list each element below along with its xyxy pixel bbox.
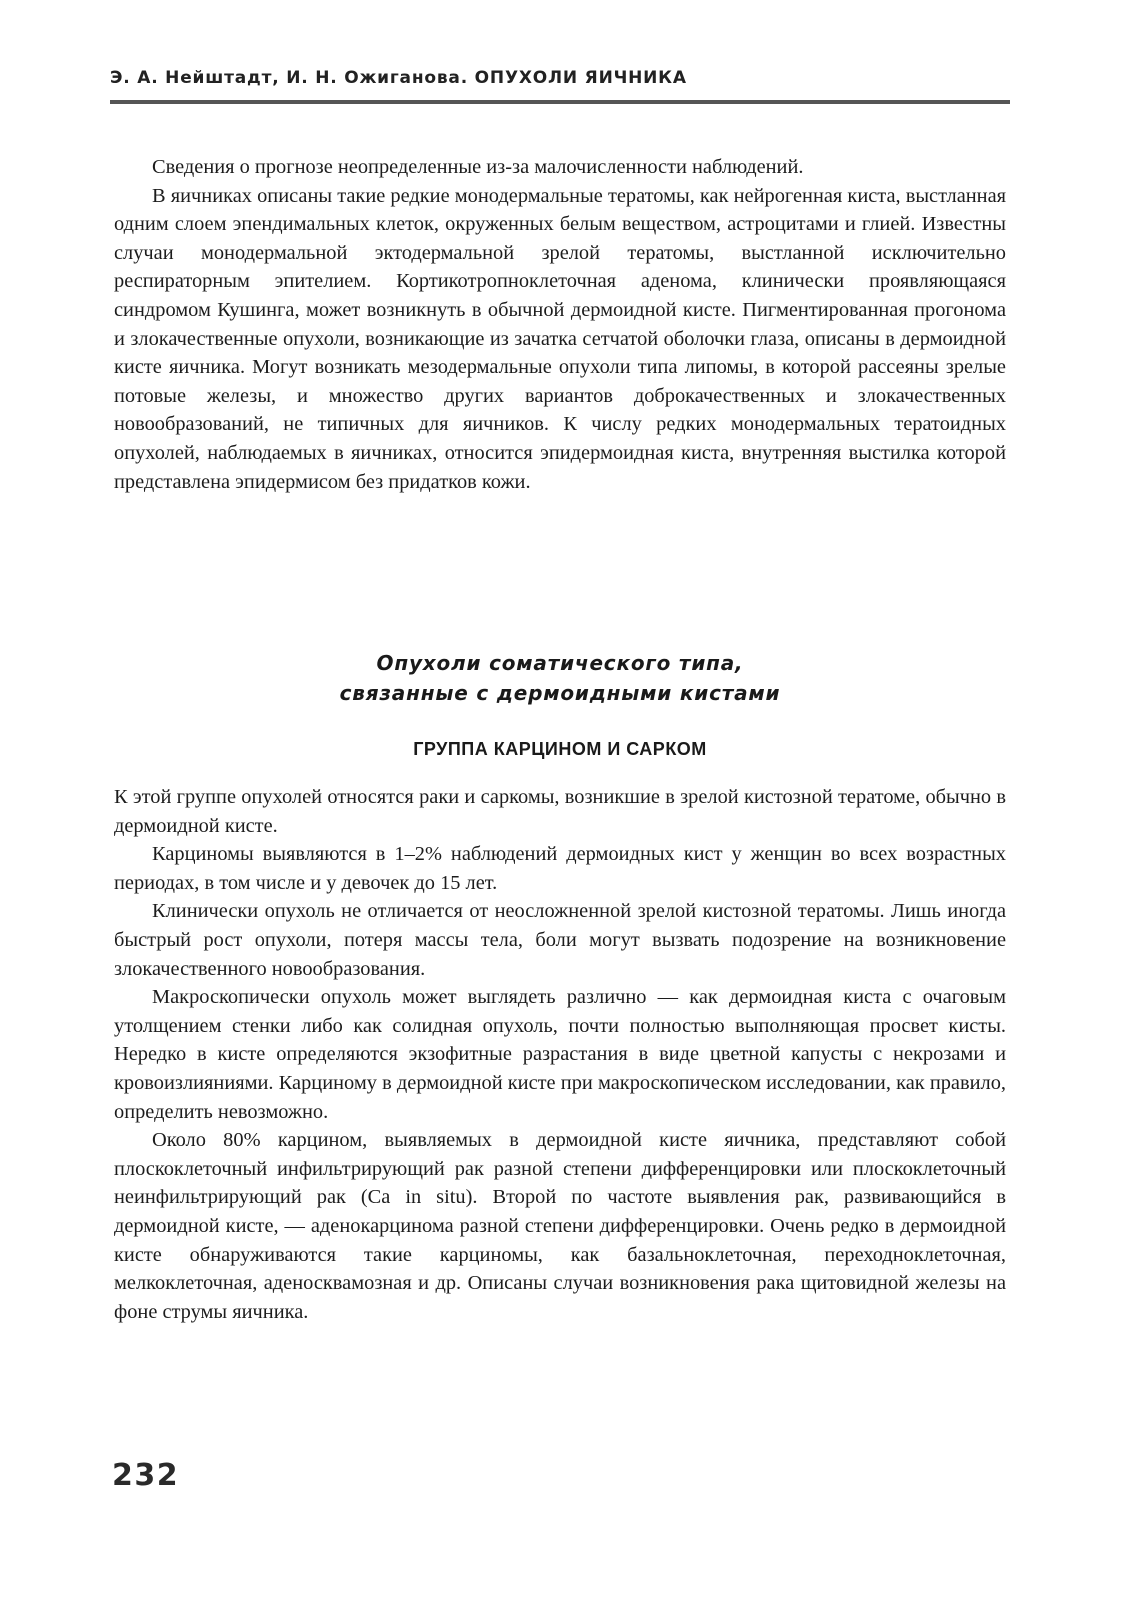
running-head: Э. А. Нейштадт, И. Н. Ожиганова. ОПУХОЛИ ЯИЧНИКА (110, 68, 687, 88)
text-block-carcinomas (114, 783, 1006, 1326)
paragraph: Сведения о прогнозе неопределенные из-за малочисленности наблюдений. (152, 156, 804, 178)
page-number: 232 (112, 1458, 180, 1493)
paragraph: Клинически опухоль не отличается от неосложненной зрелой кистозной тератомы. Лишь иногда быстрый рост опухоли, потеря массы тела, боли могут вызвать подозрение на возникновение злокачественного новообразования. (114, 900, 1006, 980)
section-title (110, 648, 1010, 708)
paragraph: Макроскопически опухоль может выглядеть различно — как дермоидная киста с очаговым утолщением стенки либо как солидная опухоль, почти полностью выполняющая просвет кисты. Нередко в кисте определяются экзофитные разрастания в виде цветной капусты с некрозами и кровоизлияниями. Карциному в дермоидной кисте при макроскопическом исследовании, как правило, определить невозможно. (114, 986, 1006, 1123)
paragraph: К этой группе опухолей относятся раки и саркомы, возникшие в зрелой кистозной тератоме, обычно в дермоидной кисте. (114, 786, 1006, 837)
paragraph: Около 80% карцином, выявляемых в дермоидной кисте яичника, представляют собой плоскоклеточный инфильтрирующий рак разной степени дифференцировки или плоскоклеточный неинфильтрирующий рак (Ca in situ). Второй по частоте выявления рак, развивающийся в дермоидной кисте, — аденокарцинома разной степени дифференцировки. Очень редко в дермоидной кисте обнаруживаются такие карциномы, как базальноклеточная, переходноклеточная, мелкоклеточная, аденосквамозная и др. Описаны случаи возникновения рака щитовидной железы на фоне струмы яичника. (114, 1129, 1006, 1323)
section-title-line: связанные с дермоидными кистами (339, 681, 781, 705)
paragraph: Карциномы выявляются в 1–2% наблюдений дермоидных кист у женщин во всех возрастных периодах, в том числе и у девочек до 15 лет. (114, 843, 1006, 894)
text-block-intro (114, 153, 1006, 496)
header-rule (110, 100, 1010, 104)
group-title: ГРУППА КАРЦИНОМ И САРКОМ (413, 739, 707, 759)
paragraph: В яичниках описаны такие редкие монодермальные тератомы, как нейрогенная киста, выстланная одним слоем эпендимальных клеток, окруженных белым веществом, астроцитами и глией. Известны случаи монодермальной эктодермальной зрелой тератомы, выстланной исключительно респираторным эпителием. Кортикотропноклеточная аденома, клинически проявляющаяся синдромом Кушинга, может возникнуть в обычной дермоидной кисте. Пигментированная прогонома и злокачественные опухоли, возникающие из зачатка сетчатой оболочки глаза, описаны в дермоидной кисте яичника. Могут возникать мезодермальные опухоли типа липомы, в которой рассеяны зрелые потовые железы, и множество других вариантов доброкачественных и злокачественных новообразований, не типичных для яичников. К числу редких монодермальных тератоидных опухолей, наблюдаемых в яичниках, относится эпидермоидная киста, внутренняя выстилка которой представлена эпидермисом без придатков кожи. (114, 184, 1006, 493)
section-title-line: Опухоли соматического типа, (376, 651, 744, 675)
